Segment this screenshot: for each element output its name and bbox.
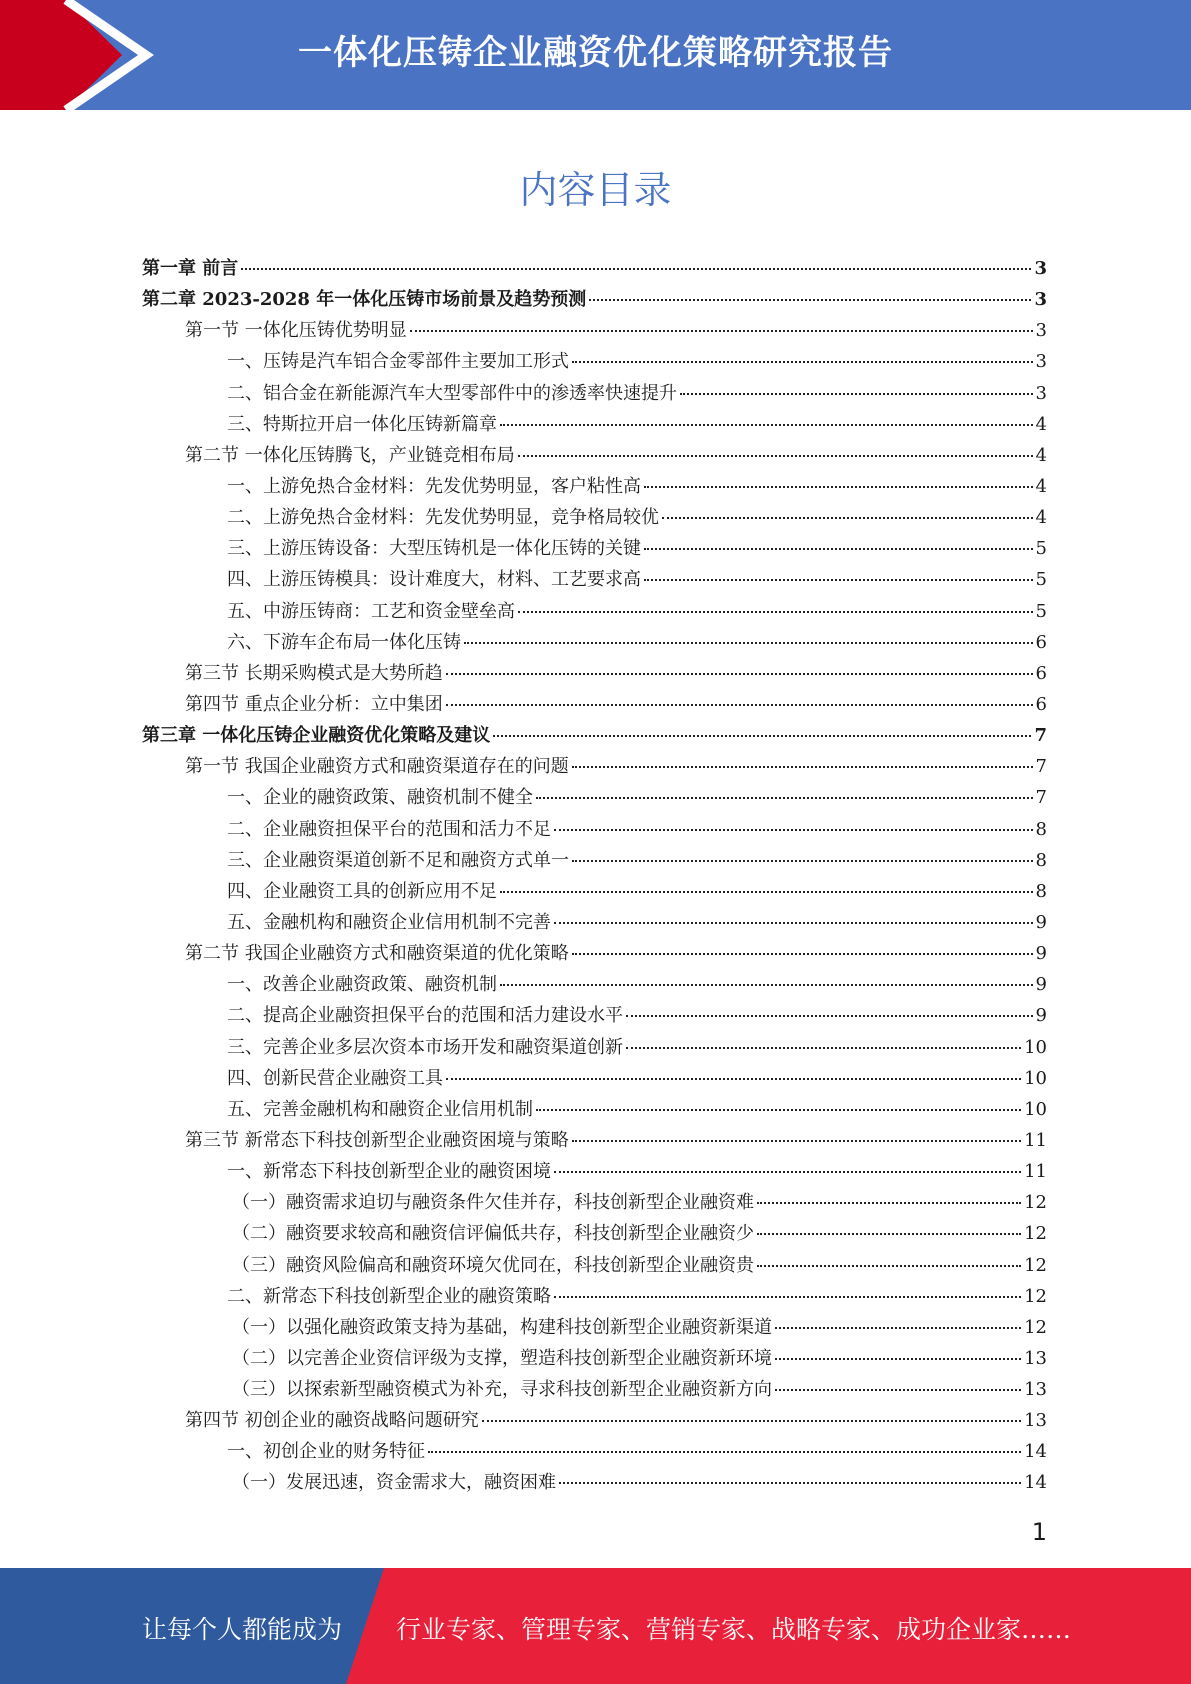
toc-dot-leader bbox=[757, 1202, 1021, 1204]
toc-dot-leader bbox=[518, 455, 1033, 457]
toc-heading: 内容目录 bbox=[519, 168, 672, 212]
toc-entry-page: 10 bbox=[1024, 1098, 1047, 1120]
toc-entry-page: 9 bbox=[1035, 943, 1047, 965]
toc-dot-leader bbox=[775, 1389, 1021, 1391]
toc-section-entry[interactable] bbox=[142, 752, 1047, 783]
toc-entry-text: 五、中游压铸商：工艺和资金壁垒高 bbox=[227, 600, 515, 622]
toc-entry-text: （三）以探索新型融资模式为补充，寻求科技创新型企业融资新方向 bbox=[232, 1379, 772, 1401]
toc-subsection-entry[interactable] bbox=[142, 1001, 1047, 1032]
toc-chapter-entry[interactable] bbox=[142, 285, 1047, 316]
toc-section-entry[interactable] bbox=[142, 1126, 1047, 1157]
toc-entry-text: 第四节 重点企业分析：立中集团 bbox=[185, 693, 443, 715]
toc-subsection-entry[interactable] bbox=[142, 908, 1047, 939]
toc-subsection-entry[interactable] bbox=[142, 815, 1047, 846]
toc-subsection-entry[interactable] bbox=[142, 1437, 1047, 1468]
toc-entry-text: 二、新常态下科技创新型企业的融资策略 bbox=[227, 1285, 551, 1307]
footer-slogan-right: 行业专家、管理专家、营销专家、战略专家、成功企业家…… bbox=[396, 1615, 1072, 1644]
toc-dot-leader bbox=[644, 486, 1033, 488]
toc-entry-text: （一）发展迅速，资金需求大，融资困难 bbox=[232, 1472, 556, 1494]
toc-subsection-entry[interactable] bbox=[142, 1064, 1047, 1095]
toc-entry-page: 12 bbox=[1024, 1192, 1047, 1214]
toc-entry-page: 4 bbox=[1035, 413, 1047, 435]
toc-entry-page: 4 bbox=[1035, 444, 1047, 466]
toc-dot-leader bbox=[554, 922, 1033, 924]
toc-entry-page: 3 bbox=[1035, 320, 1047, 342]
toc-dot-leader bbox=[626, 1047, 1021, 1049]
toc-entry-page: 12 bbox=[1024, 1316, 1047, 1338]
toc-entry-text: 第一节 我国企业融资方式和融资渠道存在的问题 bbox=[185, 756, 569, 778]
toc-entry-text: 三、企业融资渠道创新不足和融资方式单一 bbox=[227, 849, 569, 871]
toc-chapter-entry[interactable] bbox=[142, 254, 1047, 285]
toc-entry-text: 六、下游车企布局一体化压铸 bbox=[227, 631, 461, 653]
toc-subsection-entry[interactable] bbox=[142, 1344, 1047, 1375]
toc-entry-page: 3 bbox=[1034, 258, 1047, 279]
toc-entry-text: 五、完善金融机构和融资企业信用机制 bbox=[227, 1098, 533, 1120]
footer-slogan-left: 让每个人都能成为 bbox=[142, 1615, 343, 1644]
toc-entry-page: 8 bbox=[1035, 818, 1047, 840]
toc-dot-leader bbox=[589, 299, 1031, 301]
toc-subsection-entry[interactable] bbox=[142, 1251, 1047, 1282]
toc-dot-leader bbox=[554, 829, 1033, 831]
toc-dot-leader bbox=[493, 735, 1031, 737]
toc-entry-text: 二、企业融资担保平台的范围和活力不足 bbox=[227, 818, 551, 840]
toc-entry-text: 第四节 初创企业的融资战略问题研究 bbox=[185, 1410, 479, 1432]
toc-entry-text: 第一章 前言 bbox=[142, 258, 239, 279]
toc-entry-page: 11 bbox=[1024, 1161, 1047, 1183]
toc-entry-page: 13 bbox=[1024, 1379, 1047, 1401]
toc-dot-leader bbox=[757, 1265, 1021, 1267]
toc-entry-page: 4 bbox=[1035, 475, 1047, 497]
toc-dot-leader bbox=[572, 361, 1033, 363]
toc-entry-page: 7 bbox=[1034, 725, 1047, 747]
toc-dot-leader bbox=[572, 1140, 1021, 1142]
toc-entry-page: 12 bbox=[1024, 1285, 1047, 1307]
toc-dot-leader bbox=[482, 1420, 1021, 1422]
toc-section-entry[interactable] bbox=[142, 1406, 1047, 1437]
toc-entry-text: 四、创新民营企业融资工具 bbox=[227, 1067, 443, 1089]
toc-entry-text: 五、金融机构和融资企业信用机制不完善 bbox=[227, 911, 551, 933]
toc-entry-text: 一、上游免热合金材料：先发优势明显，客户粘性高 bbox=[227, 475, 641, 497]
toc-entry-page: 9 bbox=[1035, 974, 1047, 996]
toc-dot-leader bbox=[757, 1233, 1021, 1235]
toc-dot-leader bbox=[410, 330, 1033, 332]
toc-entry-text: 三、上游压铸设备：大型压铸机是一体化压铸的关键 bbox=[227, 538, 641, 560]
toc-dot-leader bbox=[626, 1015, 1033, 1017]
toc-entry-text: （三）融资风险偏高和融资环境欠优同在，科技创新型企业融资贵 bbox=[232, 1254, 754, 1276]
toc-dot-leader bbox=[446, 1078, 1021, 1080]
toc-dot-leader bbox=[500, 424, 1033, 426]
toc-entry-page: 14 bbox=[1024, 1472, 1047, 1494]
toc-entry-page: 13 bbox=[1024, 1410, 1047, 1432]
toc-dot-leader bbox=[464, 642, 1033, 644]
toc-entry-text: 四、企业融资工具的创新应用不足 bbox=[227, 880, 497, 902]
toc-entry-page: 3 bbox=[1034, 289, 1047, 311]
toc-entry-text: 一、新常态下科技创新型企业的融资困境 bbox=[227, 1161, 551, 1183]
toc-subsection-entry[interactable] bbox=[142, 472, 1047, 503]
toc-dot-leader bbox=[559, 1482, 1021, 1484]
toc-dot-leader bbox=[775, 1327, 1021, 1329]
toc-entry-page: 14 bbox=[1024, 1441, 1047, 1463]
toc-entry-text: 三、特斯拉开启一体化压铸新篇章 bbox=[227, 413, 497, 435]
toc-entry-text: （一）以强化融资政策支持为基础，构建科技创新型企业融资新渠道 bbox=[232, 1316, 772, 1338]
toc-subsection-entry[interactable] bbox=[142, 628, 1047, 659]
toc-entry-text: （二）以完善企业资信评级为支撑，塑造科技创新型企业融资新环境 bbox=[232, 1347, 772, 1369]
toc-subsection-entry[interactable] bbox=[142, 1468, 1047, 1499]
toc-entry-text: 三、完善企业多层次资本市场开发和融资渠道创新 bbox=[227, 1036, 623, 1058]
toc-entry-page: 12 bbox=[1024, 1223, 1047, 1245]
page-number: 1 bbox=[1031, 1518, 1047, 1546]
toc-dot-leader bbox=[241, 268, 1031, 270]
toc-dot-leader bbox=[662, 517, 1033, 519]
toc-entry-page: 5 bbox=[1035, 600, 1047, 622]
toc-entry-text: （二）融资要求较高和融资信评偏低共存，科技创新型企业融资少 bbox=[232, 1223, 754, 1245]
toc-entry-page: 5 bbox=[1035, 569, 1047, 591]
report-title: 一体化压铸企业融资优化策略研究报告 bbox=[298, 33, 893, 73]
toc-subsection-entry[interactable] bbox=[142, 970, 1047, 1001]
toc-section-entry[interactable] bbox=[142, 316, 1047, 347]
toc-dot-leader bbox=[500, 891, 1033, 893]
toc-subsection-entry[interactable] bbox=[142, 410, 1047, 441]
toc-entry-page: 9 bbox=[1035, 911, 1047, 933]
toc-subsection-entry[interactable] bbox=[142, 347, 1047, 378]
toc-entry-text: 二、上游免热合金材料：先发优势明显，竞争格局较优 bbox=[227, 507, 659, 529]
toc-section-entry[interactable] bbox=[142, 441, 1047, 472]
toc-entry-page: 10 bbox=[1024, 1036, 1047, 1058]
toc-entry-page: 6 bbox=[1035, 662, 1047, 684]
toc-subsection-entry[interactable] bbox=[142, 503, 1047, 534]
toc-section-entry[interactable] bbox=[142, 939, 1047, 970]
toc-subsection-entry[interactable] bbox=[142, 534, 1047, 565]
toc-entry-text: 一、初创企业的财务特征 bbox=[227, 1441, 425, 1463]
toc-subsection-entry[interactable] bbox=[142, 1188, 1047, 1219]
toc-entry-page: 11 bbox=[1024, 1129, 1047, 1151]
toc-dot-leader bbox=[554, 1296, 1021, 1298]
toc-dot-leader bbox=[572, 953, 1033, 955]
toc-subsection-entry[interactable] bbox=[142, 1375, 1047, 1406]
toc-dot-leader bbox=[446, 673, 1033, 675]
toc-entry-text: 一、改善企业融资政策、融资机制 bbox=[227, 974, 497, 996]
toc-subsection-entry[interactable] bbox=[142, 846, 1047, 877]
toc-dot-leader bbox=[536, 1109, 1021, 1111]
toc-subsection-entry[interactable] bbox=[142, 877, 1047, 908]
toc-subsection-entry[interactable] bbox=[142, 597, 1047, 628]
toc-entry-text: 一、企业的融资政策、融资机制不健全 bbox=[227, 787, 533, 809]
toc-dot-leader bbox=[536, 797, 1033, 799]
toc-section-entry[interactable] bbox=[142, 690, 1047, 721]
toc-entry-page: 6 bbox=[1035, 693, 1047, 715]
toc-entry-page: 7 bbox=[1035, 787, 1047, 809]
toc-entry-page: 7 bbox=[1035, 756, 1047, 778]
toc-subsection-entry[interactable] bbox=[142, 1219, 1047, 1250]
toc-subsection-entry[interactable] bbox=[142, 1095, 1047, 1126]
toc-entry-text: 二、铝合金在新能源汽车大型零部件中的渗透率快速提升 bbox=[227, 382, 677, 404]
toc-dot-leader bbox=[446, 704, 1033, 706]
toc-entry-page: 12 bbox=[1024, 1254, 1047, 1276]
toc-entry-text: （一）融资需求迫切与融资条件欠佳并存，科技创新型企业融资难 bbox=[232, 1192, 754, 1214]
toc-entry-page: 3 bbox=[1035, 382, 1047, 404]
toc-subsection-entry[interactable] bbox=[142, 379, 1047, 410]
toc-subsection-entry[interactable] bbox=[142, 1157, 1047, 1188]
toc-entry-page: 8 bbox=[1035, 880, 1047, 902]
toc-subsection-entry[interactable] bbox=[142, 565, 1047, 596]
toc-entry-text: 第二节 我国企业融资方式和融资渠道的优化策略 bbox=[185, 943, 569, 965]
toc-entry-page: 13 bbox=[1024, 1347, 1047, 1369]
toc-dot-leader bbox=[572, 766, 1033, 768]
toc-dot-leader bbox=[680, 393, 1033, 395]
table-of-contents bbox=[142, 254, 1047, 1500]
toc-subsection-entry[interactable] bbox=[142, 1033, 1047, 1064]
toc-dot-leader bbox=[775, 1358, 1021, 1360]
toc-entry-text: 第三章 一体化压铸企业融资优化策略及建议 bbox=[142, 725, 491, 747]
toc-dot-leader bbox=[644, 548, 1033, 550]
toc-entry-page: 10 bbox=[1024, 1067, 1047, 1089]
toc-dot-leader bbox=[518, 611, 1033, 613]
toc-entry-text: 第三节 长期采购模式是大势所趋 bbox=[185, 662, 443, 684]
toc-entry-page: 9 bbox=[1035, 1005, 1047, 1027]
toc-entry-text: 四、上游压铸模具：设计难度大，材料、工艺要求高 bbox=[227, 569, 641, 591]
toc-entry-text: 二、提高企业融资担保平台的范围和活力建设水平 bbox=[227, 1005, 623, 1027]
toc-subsection-entry[interactable] bbox=[142, 1282, 1047, 1313]
toc-entry-page: 4 bbox=[1035, 507, 1047, 529]
toc-dot-leader bbox=[572, 860, 1033, 862]
toc-subsection-entry[interactable] bbox=[142, 783, 1047, 814]
toc-entry-page: 6 bbox=[1035, 631, 1047, 653]
toc-section-entry[interactable] bbox=[142, 659, 1047, 690]
toc-entry-text: 第二节 一体化压铸腾飞，产业链竞相布局 bbox=[185, 444, 515, 466]
toc-entry-page: 5 bbox=[1035, 538, 1047, 560]
toc-entry-text: 第三节 新常态下科技创新型企业融资困境与策略 bbox=[185, 1129, 569, 1151]
toc-entry-page: 8 bbox=[1035, 849, 1047, 871]
toc-dot-leader bbox=[500, 984, 1033, 986]
toc-subsection-entry[interactable] bbox=[142, 1313, 1047, 1344]
toc-entry-text: 第一节 一体化压铸优势明显 bbox=[185, 320, 407, 342]
toc-dot-leader bbox=[554, 1171, 1021, 1173]
toc-dot-leader bbox=[644, 579, 1033, 581]
toc-entry-text: 一、压铸是汽车铝合金零部件主要加工形式 bbox=[227, 351, 569, 373]
toc-entry-text: 第二章 2023-2028 年一体化压铸市场前景及趋势预测 bbox=[142, 289, 587, 311]
toc-dot-leader bbox=[428, 1451, 1021, 1453]
toc-entry-page: 3 bbox=[1035, 351, 1047, 373]
toc-chapter-entry[interactable] bbox=[142, 721, 1047, 752]
